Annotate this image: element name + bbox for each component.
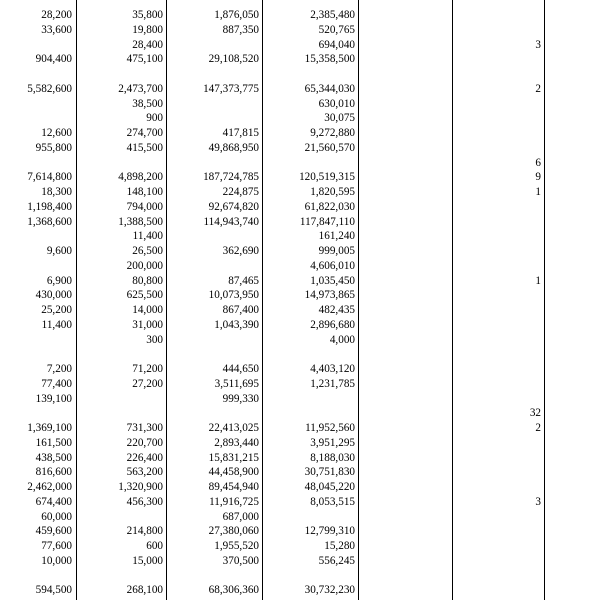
table-cell: 114,943,740	[203, 215, 259, 228]
table-cell: 68,306,360	[208, 584, 259, 597]
table-cell: 563,200	[126, 466, 163, 479]
table-cell: 14,973,865	[304, 289, 355, 302]
table-cell: 9	[535, 171, 541, 184]
table-cell: 1	[535, 274, 541, 287]
table-cell: 268,100	[126, 584, 163, 597]
table-cell: 816,600	[35, 466, 72, 479]
table-cell: 600	[146, 540, 163, 552]
table-cell: 15,280	[324, 540, 355, 552]
table-cell: 33,600	[41, 23, 72, 36]
table-cell: 1,231,785	[310, 377, 355, 390]
table-cell: 187,724,785	[203, 171, 259, 184]
table-cell: 147,373,775	[203, 82, 259, 95]
table-cell: 18,300	[41, 186, 72, 198]
table-cell: 731,300	[126, 422, 163, 434]
table-cell: 161,240	[318, 230, 355, 243]
table-cell: 630,010	[318, 97, 355, 110]
table-cell: 32	[529, 407, 541, 420]
table-cell: 300	[146, 333, 163, 346]
table-cell: 35,800	[132, 9, 163, 21]
table-cell: 482,435	[318, 304, 355, 316]
table-cell: 60,000	[41, 510, 72, 523]
table-cell: 370,500	[222, 554, 259, 567]
table-cell: 3	[535, 38, 541, 51]
table-cell: 19,800	[132, 23, 163, 36]
table-cell: 15,831,215	[208, 451, 259, 464]
table-cell: 44,458,900	[208, 466, 259, 479]
table-cell: 444,650	[222, 363, 259, 375]
table-cell: 2	[535, 82, 541, 95]
table-cell: 438,500	[35, 451, 72, 464]
table-cell: 2,462,000	[27, 481, 72, 493]
table-cell: 26,500	[132, 245, 163, 257]
table-cell: 459,600	[35, 525, 72, 538]
table-cell: 1,320,900	[118, 481, 163, 493]
table-cell: 49,868,950	[208, 141, 259, 154]
table-cell: 1,198,400	[27, 200, 72, 213]
column-divider	[358, 0, 359, 600]
table-cell: 89,454,940	[208, 481, 259, 493]
table-cell: 25,200	[41, 304, 72, 316]
table-cell: 594,500	[35, 584, 72, 597]
column-divider	[166, 0, 167, 600]
table-cell: 955,800	[35, 141, 72, 154]
table-cell: 9,272,880	[310, 127, 355, 139]
table-cell: 27,200	[132, 377, 163, 390]
table-cell: 71,200	[132, 363, 163, 375]
table-cell: 29,108,520	[208, 53, 259, 66]
table-cell: 1,043,390	[214, 318, 259, 331]
table-cell: 7,614,800	[27, 171, 72, 184]
table-cell: 6	[535, 156, 541, 169]
table-cell: 65,344,030	[304, 82, 355, 95]
table-cell: 3,511,695	[214, 377, 259, 390]
table-cell: 120,519,315	[299, 171, 355, 184]
table-cell: 556,245	[318, 554, 355, 567]
column-divider	[544, 0, 545, 600]
table-cell: 139,100	[35, 392, 72, 405]
table-cell: 674,400	[35, 495, 72, 508]
table-cell: 4,898,200	[118, 171, 163, 184]
table-cell: 77,600	[41, 540, 72, 552]
column-divider	[262, 0, 263, 600]
table-cell: 5,582,600	[27, 82, 72, 95]
table-cell: 687,000	[222, 510, 259, 523]
table-cell: 4,606,010	[310, 259, 355, 272]
table-cell: 4,403,120	[310, 363, 355, 375]
table-cell: 274,700	[126, 127, 163, 139]
table-cell: 22,413,025	[208, 422, 259, 434]
table-cell: 694,040	[318, 38, 355, 51]
table-cell: 999,330	[222, 392, 259, 405]
table-cell: 417,815	[222, 127, 259, 139]
table-cell: 30,751,830	[304, 466, 355, 479]
table-cell: 15,358,500	[304, 53, 355, 66]
table-cell: 999,005	[318, 245, 355, 257]
table-cell: 61,822,030	[304, 200, 355, 213]
table-cell: 77,400	[41, 377, 72, 390]
table-cell: 1,876,050	[214, 9, 259, 21]
table-cell: 904,400	[35, 53, 72, 66]
table-cell: 38,500	[132, 97, 163, 110]
column-divider	[76, 0, 77, 600]
table-cell: 161,500	[35, 436, 72, 449]
table-cell: 1,820,595	[310, 186, 355, 198]
table-cell: 415,500	[126, 141, 163, 154]
table-cell: 625,500	[126, 289, 163, 302]
table-cell: 214,800	[126, 525, 163, 538]
table-cell: 28,200	[41, 9, 72, 21]
table-cell: 4,000	[329, 333, 355, 346]
table-cell: 3	[535, 495, 541, 508]
table-cell: 2,893,440	[214, 436, 259, 449]
table-cell: 148,100	[126, 186, 163, 198]
table-cell: 200,000	[126, 259, 163, 272]
table-cell: 900	[146, 112, 163, 125]
table-cell: 11,916,725	[209, 495, 259, 508]
table-cell: 48,045,220	[304, 481, 355, 493]
table-cell: 9,600	[46, 245, 72, 257]
table-cell: 1,035,450	[310, 274, 355, 287]
table-cell: 12,799,310	[304, 525, 355, 538]
table-cell: 11,400	[132, 230, 163, 243]
table-cell: 2,473,700	[118, 82, 163, 95]
table-cell: 21,560,570	[304, 141, 355, 154]
table-cell: 117,847,110	[299, 215, 355, 228]
table-cell: 867,400	[222, 304, 259, 316]
table-cell: 362,690	[222, 245, 259, 257]
table-cell: 1,388,500	[118, 215, 163, 228]
table-cell: 456,300	[126, 495, 163, 508]
table-cell: 430,000	[35, 289, 72, 302]
table-cell: 30,732,230	[304, 584, 355, 597]
table-cell: 6,900	[46, 274, 72, 287]
table-cell: 1	[535, 186, 541, 198]
table-cell: 11,400	[41, 318, 72, 331]
table-cell: 1,955,520	[214, 540, 259, 552]
table-cell: 226,400	[126, 451, 163, 464]
table-cell: 28,400	[132, 38, 163, 51]
table-cell: 30,075	[324, 112, 355, 125]
table-cell: 224,875	[222, 186, 259, 198]
table-cell: 2,385,480	[310, 9, 355, 21]
table-cell: 1,369,100	[27, 422, 72, 434]
table-cell: 8,053,515	[310, 495, 355, 508]
table-cell: 3,951,295	[310, 436, 355, 449]
table-cell: 92,674,820	[208, 200, 259, 213]
table-cell: 15,000	[132, 554, 163, 567]
table-cell: 11,952,560	[305, 422, 355, 434]
table-cell: 887,350	[222, 23, 259, 36]
table-cell: 10,073,950	[208, 289, 259, 302]
table-cell: 220,700	[126, 436, 163, 449]
table-cell: 10,000	[41, 554, 72, 567]
table-cell: 87,465	[228, 274, 259, 287]
table-cell: 31,000	[132, 318, 163, 331]
table-cell: 520,765	[318, 23, 355, 36]
table-cell: 80,800	[132, 274, 163, 287]
table-cell: 14,000	[132, 304, 163, 316]
table-cell: 1,368,600	[27, 215, 72, 228]
column-divider	[452, 0, 453, 600]
table-cell: 12,600	[41, 127, 72, 139]
table-cell: 2,896,680	[310, 318, 355, 331]
table-cell: 2	[535, 422, 541, 434]
table-cell: 7,200	[46, 363, 72, 375]
table-cell: 475,100	[126, 53, 163, 66]
table-cell: 794,000	[126, 200, 163, 213]
table-cell: 8,188,030	[310, 451, 355, 464]
table-cell: 27,380,060	[208, 525, 259, 538]
